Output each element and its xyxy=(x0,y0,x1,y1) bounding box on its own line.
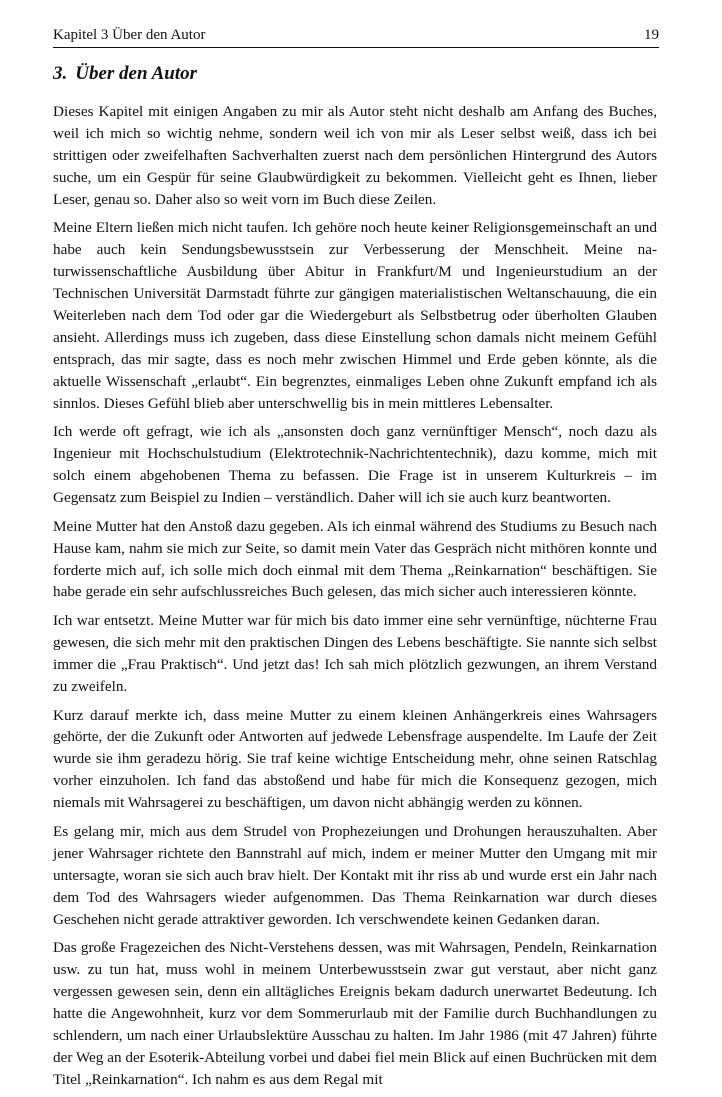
page-number: 19 xyxy=(644,27,659,43)
body-text xyxy=(53,101,657,1097)
running-title: Kapitel 3 Über den Autor xyxy=(53,27,206,43)
running-header xyxy=(53,26,659,44)
paragraph-5: Ich war entsetzt. Meine Mutter war für mich bis dato immer eine sehr vernünftige, nüchterne Frau gewesen, die sich mehr mit den praktischen Dingen des Lebens beschäftigte. Sie nannte sich selbst immer die „Frau Praktisch“. Und jetzt das! Ich sah mich plötzlich gezwungen, an ihrem Verstand zu zweifeln. xyxy=(53,612,657,695)
paragraph-1: Dieses Kapitel mit einigen Angaben zu mir als Autor steht nicht deshalb am Anfang des Buches, weil ich mich so wichtig nehme, sondern weil ich von mir als Leser selbst weiß, dass ich bei strittigen oder zweifelhaften Sachverhalten zuerst nach dem persönlichen Hintergrund des Autors suche, um ein Gespür für seine Glaubwürdigkeit zu bekommen. Vielleicht geht es Ihnen, lieber Leser, genau so. Daher also so weit vorn im Buch diese Zeilen. xyxy=(53,103,657,208)
header-divider xyxy=(53,47,659,48)
chapter-heading xyxy=(53,62,197,86)
chapter-title: Über den Autor xyxy=(75,63,198,84)
paragraph-2: Meine Eltern ließen mich nicht taufen. Ich gehöre noch heute keiner Religionsgemeinschaft an und habe auch kein Sendungsbewusstsein zur Verbesserung der Menschheit. Meine naturwissenschaftliche Ausbildung über Abitur in Frankfurt/M und Ingenieurstudium an der Technischen Universität Darmstadt führte zur gängigen materialistischen Weltanschauung, die ein Weiterleben nach dem Tod oder gar die Wiedergeburt als Selbstbetrug oder überholten Glauben ansieht. Allerdings muss ich zugeben, dass diese Einstellung schon damals nicht meinem Gefühl entsprach, das mir sagte, dass es noch mehr zwischen Himmel und Erde geben könnte, als die aktuelle Wissenschaft „erlaubt“. Ein begrenztes, einmaliges Leben ohne Zukunft empfand ich als sinnlos. Dieses Gefühl blieb aber unterschwellig bis in mein mittleres Lebensalter. xyxy=(53,219,657,412)
paragraph-6: Kurz darauf merkte ich, dass meine Mutter zu einem kleinen Anhängerkreis eines Wahrsagers gehörte, der die Zukunft oder Antworten auf jedwede Lebensfrage auspendelte. Im Laufe der Zeit wurde sie ihm geradezu hörig. Sie traf keine wichtige Entscheidung mehr, ohne seinen Ratschlag vorher einzuholen. Ich fand das abstoßend und habe für mich die Konsequenz gezogen, mich niemals mit Wahrsagerei zu beschäftigen, um davon nicht abhängig werden zu können. xyxy=(53,706,657,812)
chapter-number: 3. xyxy=(53,63,68,84)
paragraph-8: Das große Fragezeichen des Nicht-Verstehens dessen, was mit Wahrsagen, Pendeln, Reinkarnation usw. zu tun hat, muss wohl in meinem Unterbewusstsein zwar gut verstaut, aber nicht ganz vergessen gewesen sein, denn ein alltägliches Ereignis bekam dadurch unerwartet Bedeutung. Ich hatte die Angewohnheit, kurz vor dem Sommerurlaub mit der Familie durch Buchhandlungen zu schlendern, um nach einer Urlaubslektüre Ausschau zu halten. Im Jahr 1986 (mit 47 Jahren) führte der Weg an der Esoterik-Abteilung vorbei und dabei fiel mein Blick auf einen Buchrücken mit dem Titel „Reinkarnation“. Ich nahm es aus dem Regal mit xyxy=(53,939,657,1088)
paragraph-7: Es gelang mir, mich aus dem Strudel von Prophezeiungen und Drohungen herauszuhalten. Aber jener Wahrsager richtete den Bannstrahl auf mich, indem er meiner Mutter den Umgang mit mir untersagte, woran sie sich auch brav hielt. Der Kontakt mit ihr riss ab und wurde erst ein Jahr nach dem Tod des Wahrsagers wieder aufgenommen. Das Thema Reinkarnation war durch dieses Geschehen nicht gerade attraktiver geworden. Ich verschwendete keinen Gedanken daran. xyxy=(53,822,657,928)
paragraph-4: Meine Mutter hat den Anstoß dazu gegeben. Als ich einmal während des Studiums zu Besuch nach Hause kam, nahm sie mich zur Seite, so damit mein Vater das Gespräch nicht mithören konnte und forderte mich auf, ich solle mich doch einmal mit dem Thema „Reinkarnation“ beschäftigen. Sie habe gerade ein sehr aufschlussreiches Buch gelesen, das mich sicher auch interessieren könnte. xyxy=(53,517,657,601)
paragraph-3: Ich werde oft gefragt, wie ich als „ansonsten doch ganz vernünftiger Mensch“, noch dazu als Ingenieur mit Hochschulstudium (Elektrotechnik-Nachrichtentechnik), dazu komme, mich mit solch einem abgehobenen Thema zu befassen. Die Frage ist in unserem Kulturkreis – im Gegensatz zum Beispiel zu Indien – verständlich. Daher will ich sie auch kurz beantworten. xyxy=(53,423,657,506)
